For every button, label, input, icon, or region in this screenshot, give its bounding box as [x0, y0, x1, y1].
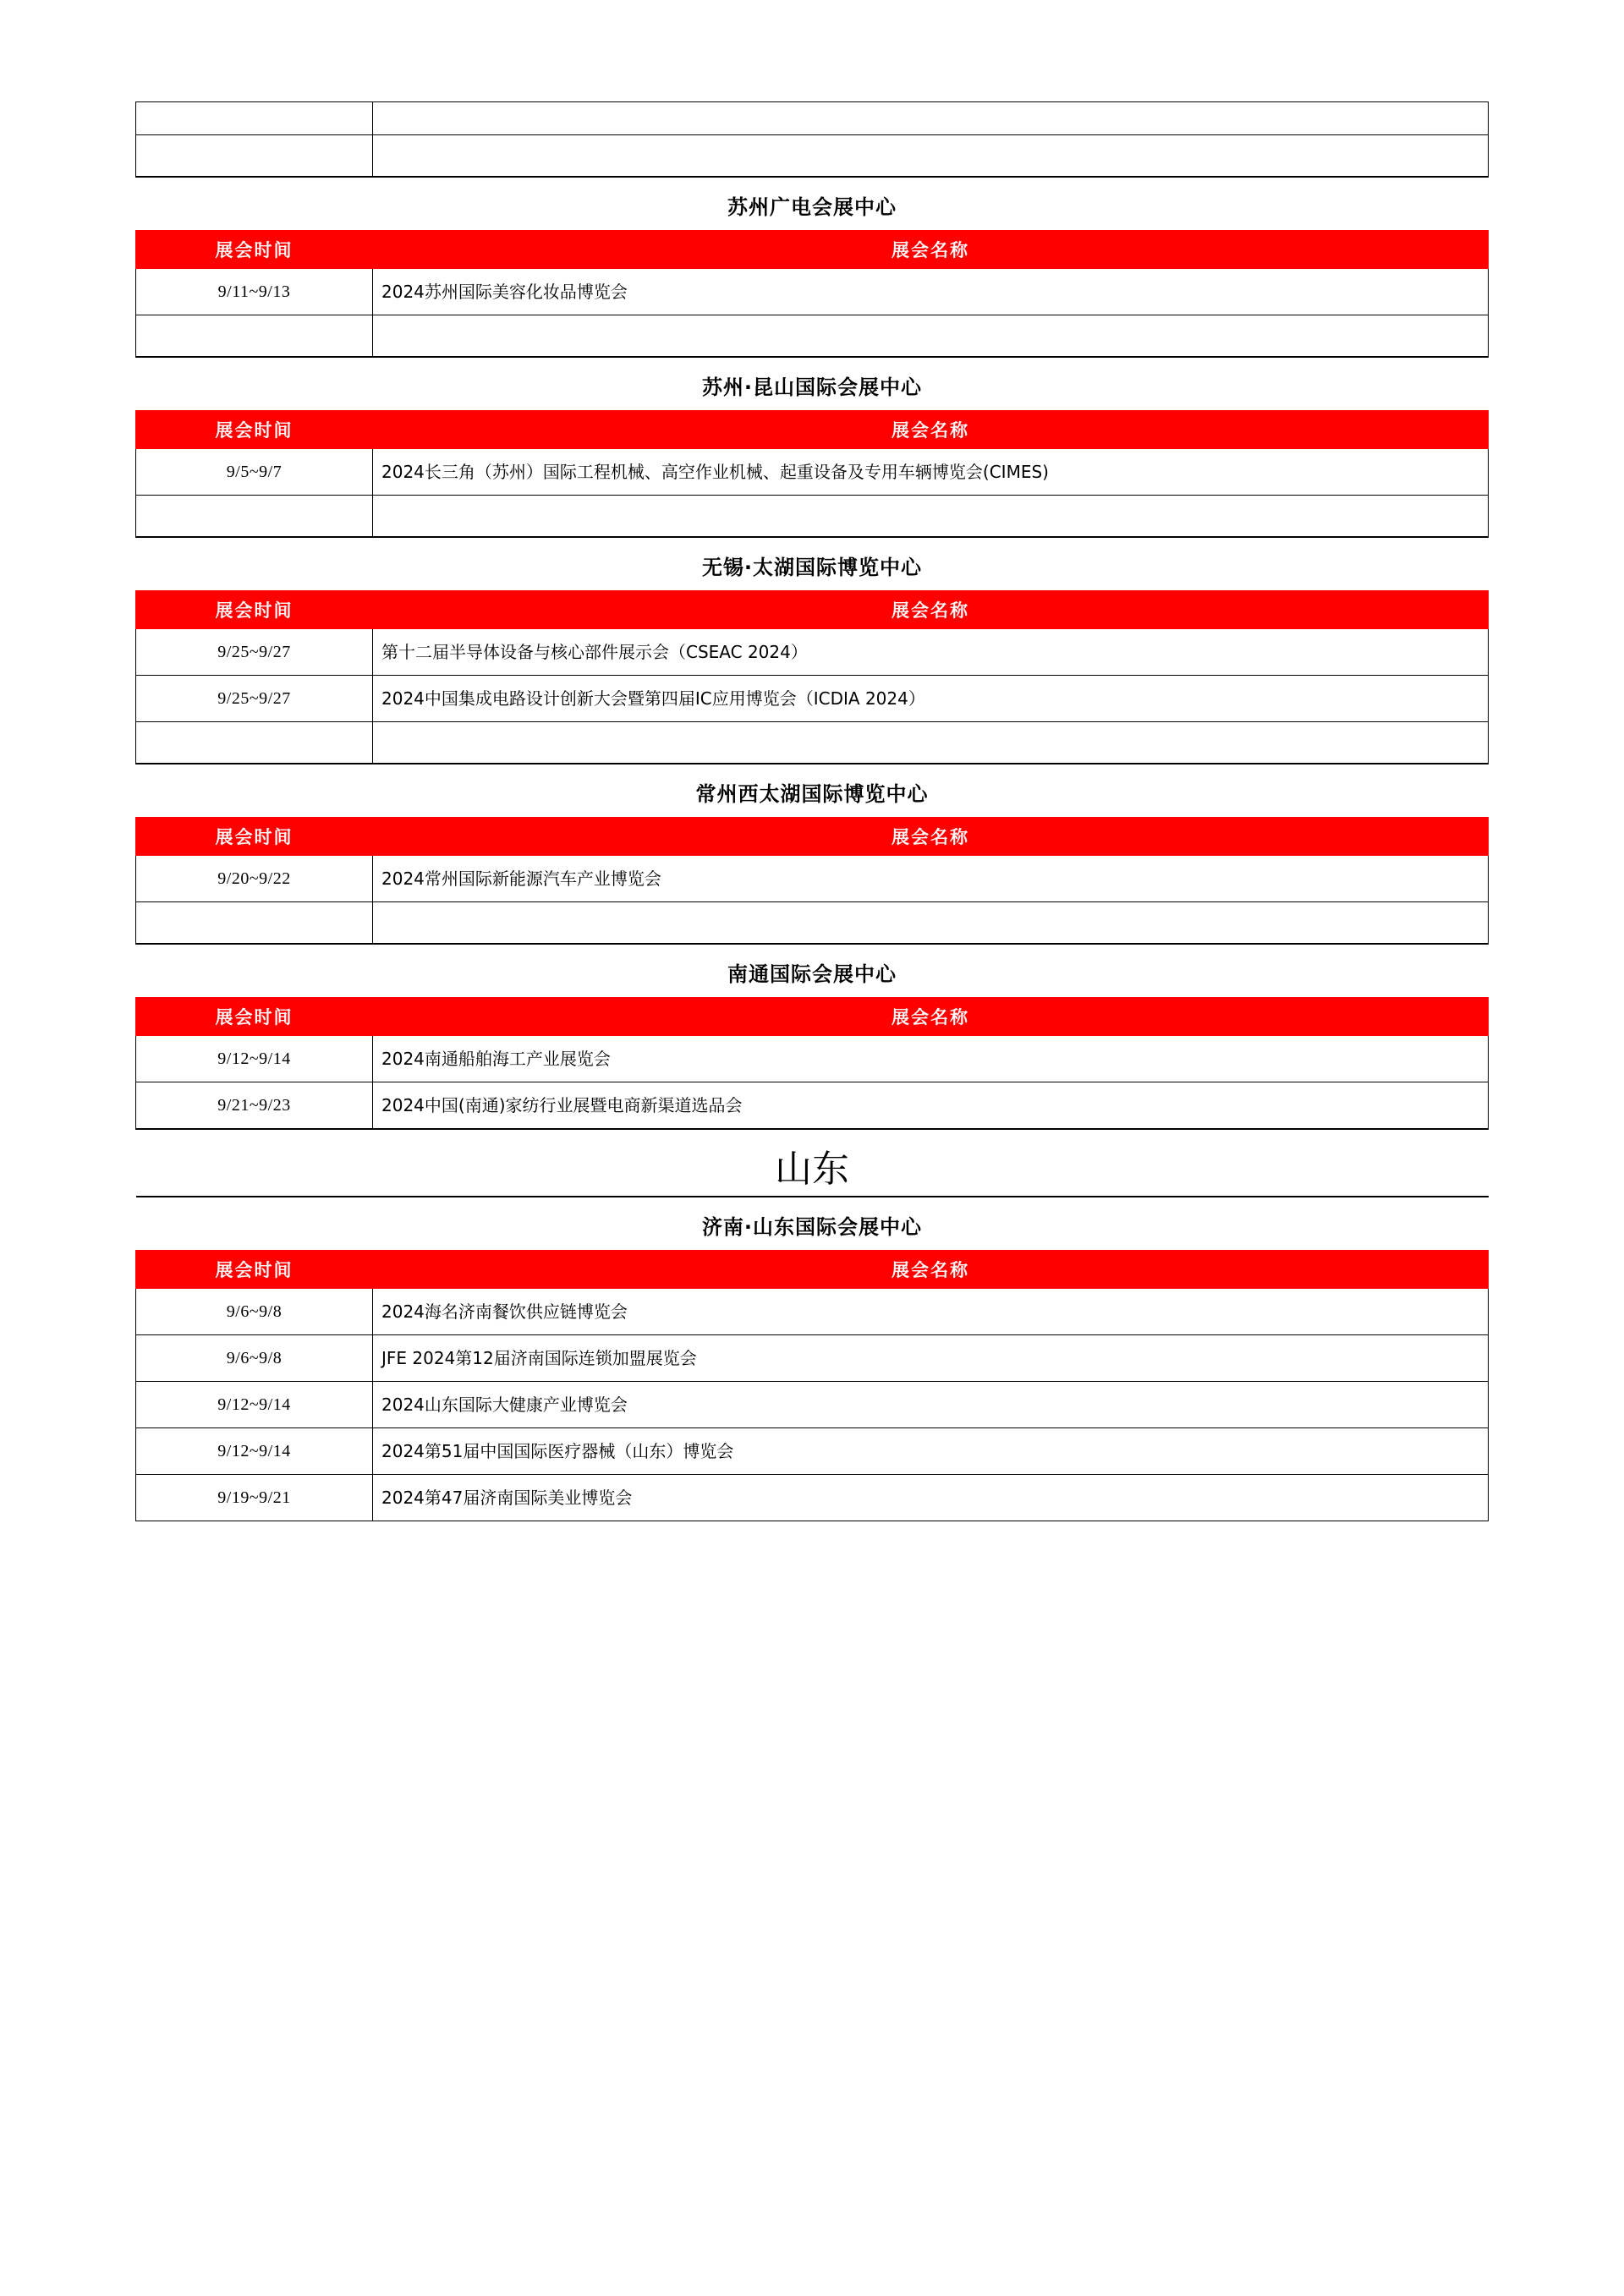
cell-name-empty [373, 496, 1489, 538]
cell-time-empty [136, 315, 373, 358]
column-header-row [136, 818, 1489, 856]
cell-name: 第十二届半导体设备与核心部件展示会（CSEAC 2024） [373, 629, 1489, 676]
province-heading [136, 1129, 1489, 1197]
cell-time: 9/25~9/27 [136, 629, 373, 676]
column-header-name: 展会名称 [373, 411, 1489, 449]
column-header-time: 展会时间 [136, 231, 373, 269]
venue-heading-label: 苏州·昆山国际会展中心 [136, 357, 1489, 411]
cell-time: 9/19~9/21 [136, 1475, 373, 1521]
cell-time: 9/25~9/27 [136, 676, 373, 722]
table-row [136, 856, 1489, 902]
column-header-name: 展会名称 [373, 1251, 1489, 1289]
column-header-time: 展会时间 [136, 591, 373, 629]
table-row [136, 1036, 1489, 1082]
cell-name: JFE 2024第12届济南国际连锁加盟展览会 [373, 1335, 1489, 1382]
venue-heading-label: 苏州广电会展中心 [136, 177, 1489, 231]
cell-name-empty [373, 315, 1489, 358]
cell-time-empty [136, 496, 373, 538]
cell-time-empty [136, 102, 373, 135]
cell-time: 9/6~9/8 [136, 1289, 373, 1335]
table-row [136, 449, 1489, 496]
venue-heading [136, 537, 1489, 591]
column-header-row [136, 998, 1489, 1036]
cell-time: 9/11~9/13 [136, 269, 373, 315]
cell-time: 9/12~9/14 [136, 1382, 373, 1428]
cell-time: 9/5~9/7 [136, 449, 373, 496]
cell-time-empty [136, 135, 373, 178]
column-header-name: 展会名称 [373, 998, 1489, 1036]
venue-heading-label: 济南·山东国际会展中心 [136, 1197, 1489, 1251]
table-row [136, 1475, 1489, 1521]
cell-name: 2024中国(南通)家纺行业展暨电商新渠道选品会 [373, 1082, 1489, 1130]
table-row-empty [136, 722, 1489, 764]
venue-heading-label: 南通国际会展中心 [136, 944, 1489, 998]
column-header-name: 展会名称 [373, 591, 1489, 629]
column-header-name: 展会名称 [373, 231, 1489, 269]
venue-heading [136, 177, 1489, 231]
column-header-time: 展会时间 [136, 818, 373, 856]
cell-name: 2024山东国际大健康产业博览会 [373, 1382, 1489, 1428]
column-header-row [136, 1251, 1489, 1289]
venue-heading [136, 944, 1489, 998]
table-row [136, 1428, 1489, 1475]
column-header-time: 展会时间 [136, 411, 373, 449]
table-row-empty [136, 902, 1489, 945]
cell-time-empty [136, 902, 373, 945]
table-row [136, 1289, 1489, 1335]
cell-name-empty [373, 135, 1489, 178]
table-row [136, 629, 1489, 676]
cell-time-empty [136, 722, 373, 764]
table-row [136, 1082, 1489, 1130]
cell-name: 2024长三角（苏州）国际工程机械、高空作业机械、起重设备及专用车辆博览会(CIMES) [373, 449, 1489, 496]
venue-heading [136, 357, 1489, 411]
cell-name-empty [373, 722, 1489, 764]
cell-time: 9/20~9/22 [136, 856, 373, 902]
cell-name: 2024南通船舶海工产业展览会 [373, 1036, 1489, 1082]
cell-name: 2024苏州国际美容化妆品博览会 [373, 269, 1489, 315]
cell-time: 9/21~9/23 [136, 1082, 373, 1130]
cell-time: 9/12~9/14 [136, 1428, 373, 1475]
cell-name: 2024第51届中国国际医疗器械（山东）博览会 [373, 1428, 1489, 1475]
venue-heading [136, 764, 1489, 818]
table-row [136, 1382, 1489, 1428]
column-header-row [136, 411, 1489, 449]
column-header-time: 展会时间 [136, 1251, 373, 1289]
table-row-continued [136, 135, 1489, 178]
cell-name: 2024常州国际新能源汽车产业博览会 [373, 856, 1489, 902]
cell-name-empty [373, 102, 1489, 135]
cell-time: 9/12~9/14 [136, 1036, 373, 1082]
venue-heading [136, 1197, 1489, 1251]
table-row [136, 269, 1489, 315]
column-header-row [136, 591, 1489, 629]
column-header-name: 展会名称 [373, 818, 1489, 856]
table-row-continued [136, 102, 1489, 135]
cell-name-empty [373, 902, 1489, 945]
venue-heading-label: 无锡·太湖国际博览中心 [136, 537, 1489, 591]
exhibition-schedule-table [135, 101, 1489, 1521]
table-row-empty [136, 496, 1489, 538]
cell-name: 2024中国集成电路设计创新大会暨第四届IC应用博览会（ICDIA 2024） [373, 676, 1489, 722]
cell-time: 9/6~9/8 [136, 1335, 373, 1382]
province-heading-label: 山东 [136, 1129, 1489, 1197]
table-row [136, 676, 1489, 722]
cell-name: 2024第47届济南国际美业博览会 [373, 1475, 1489, 1521]
venue-heading-label: 常州西太湖国际博览中心 [136, 764, 1489, 818]
column-header-time: 展会时间 [136, 998, 373, 1036]
column-header-row [136, 231, 1489, 269]
cell-name: 2024海名济南餐饮供应链博览会 [373, 1289, 1489, 1335]
table-row [136, 1335, 1489, 1382]
table-row-empty [136, 315, 1489, 358]
